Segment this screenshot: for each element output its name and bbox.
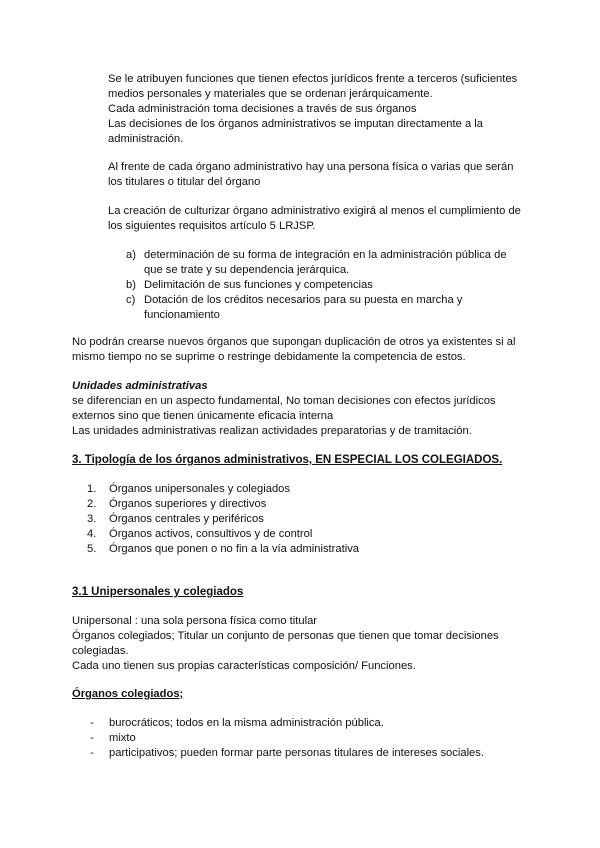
list-item [72,482,532,497]
tipologia-list [72,482,532,557]
titular-text: Al frente de cada órgano administrativo hay una persona física o varias que serán los titulares o titular del órgano [108,161,514,188]
list-marker: a) [126,249,136,261]
list-marker: 4. [87,528,97,540]
list-item-text: participativos; pueden formar parte personas titulares de intereses sociales. [109,747,484,759]
requisitos-list [108,248,528,323]
list-item-text: Dotación de los créditos necesarios para su puesta en marcha y funcionamiento [144,294,463,321]
requisitos-intro-text: La creación de culturizar órgano administrativo exigirá al menos el cumplimiento de los siguientes requisitos artículo 5 LRJSP. [108,205,521,232]
list-item [72,497,532,512]
list-item [72,542,532,557]
list-item [72,731,532,746]
section-3-1-heading: 3.1 Unipersonales y colegiados [72,586,244,598]
list-item [72,716,532,731]
list-marker: 3. [87,513,97,525]
list-item [72,512,532,527]
list-marker: 5. [87,543,97,555]
colegiados-definition: Órganos colegiados; Titular un conjunto de personas que tienen que tomar decisiones colegiadas. [72,630,499,657]
list-item-text: Órganos unipersonales y colegiados [109,483,290,495]
no-duplicacion-text: No podrán crearse nuevos órganos que supongan duplicación de otros ya existentes si al mismo tiempo no se suprime o restringe debidamente la competencia de estos. [72,336,516,363]
list-item [108,248,528,278]
organos-colegiados-heading-block [72,687,532,702]
list-marker: - [90,747,94,759]
list-item [72,746,532,761]
unipersonal-definition: Unipersonal : una sola persona física como titular [72,615,318,627]
list-item [72,527,532,542]
section-3-heading-block [72,453,532,468]
list-item [108,278,528,293]
unidades-line-1: se diferencian en un aspecto fundamental, No toman decisiones con efectos jurídicos externos sino que tienen únicamente eficacia interna [72,395,496,422]
section-3-1-heading-block [72,585,532,600]
section-3-heading: 3. Tipología de los órganos administrativos, EN ESPECIAL LOS COLEGIADOS. [72,454,503,466]
section-3-1-body [72,614,532,674]
caracteristicas-text: Cada uno tienen sus propias características composición/ Funciones. [72,660,416,672]
list-item-text: Órganos superiores y directivos [109,498,267,510]
list-item-text: determinación de su forma de integración en la administración pública de que se trate y su dependencia jerárquica. [144,249,507,276]
list-item-text: Órganos activos, consultivos y de control [109,528,313,540]
colegiados-list [72,716,532,761]
intro-line-3: Las decisiones de los órganos administrativos se imputan directamente a la administración. [108,118,483,145]
intro-line-2: Cada administración toma decisiones a través de sus órganos [108,103,417,115]
list-item-text: burocráticos; todos en la misma administración pública. [109,717,384,729]
list-item [108,293,528,323]
list-item-text: Órganos que ponen o no fin a la vía administrativa [109,543,360,555]
list-item-text: mixto [109,732,136,744]
list-item-text: Órganos centrales y periféricos [109,513,264,525]
list-marker: - [90,732,94,744]
list-marker: b) [126,279,136,291]
list-marker: 2. [87,498,97,510]
intro-line-1: Se le atribuyen funciones que tienen efectos jurídicos frente a terceros (suficientes medios personales y materiales que se ordenan jerárquicamente. [108,73,518,100]
list-marker: 1. [87,483,97,495]
list-marker: c) [126,294,136,306]
list-item-text: Delimitación de sus funciones y competencias [144,279,373,291]
no-duplicacion-paragraph [72,335,532,365]
unidades-title: Unidades administrativas [72,380,208,392]
organos-colegiados-heading: Órganos colegiados; [72,688,184,700]
titular-paragraph [108,160,528,190]
intro-block [108,72,528,147]
unidades-section [72,379,532,439]
unidades-line-2: Las unidades administrativas realizan actividades preparatorias y de tramitación. [72,425,472,437]
list-marker: - [90,717,94,729]
requisitos-intro-paragraph [108,204,528,234]
